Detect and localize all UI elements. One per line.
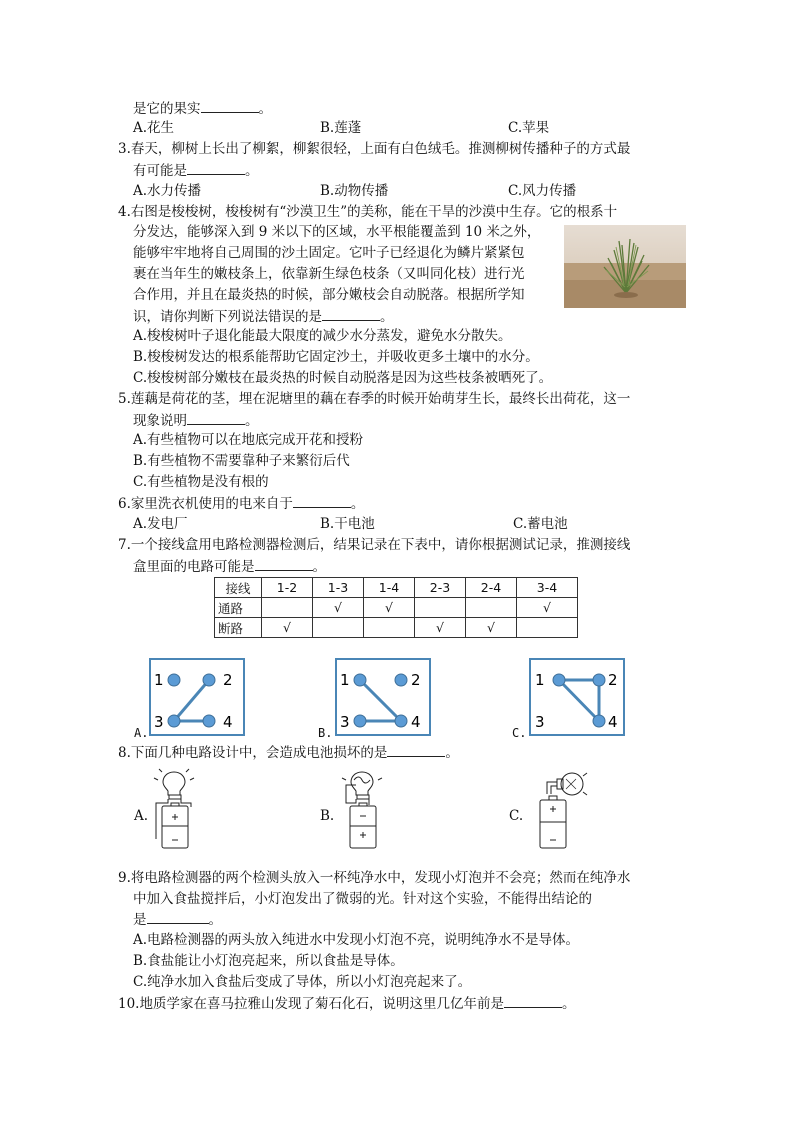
q7-diagram-c[interactable] xyxy=(529,658,625,736)
q4-option-b[interactable]: B.梭梭树发达的根系能帮助它固定沙土，并吸收更多土壤中的水分。 xyxy=(133,349,539,365)
q4-option-c[interactable]: C.梭梭树部分嫩枝在最炎热的时候自动脱落是因为这些枝条被晒死了。 xyxy=(133,370,553,386)
q2-stem: 是它的果实 。 xyxy=(133,98,272,119)
q4-line4: 裹在当年生的嫩枝条上，依靠新生绿色枝条（又叫同化枝）进行光 xyxy=(133,266,525,282)
node-1-label: 1 xyxy=(340,671,350,689)
q4-line5: 合作用，并且在最炎热的时候，部分嫩枝会自动脱落。根据所学知 xyxy=(133,287,525,303)
q9-option-a[interactable]: A.电路检测器的两头放入纯进水中发现小灯泡不亮，说明纯净水不是导体。 xyxy=(133,932,580,948)
q6-line1: 6.家里洗衣机使用的电来自于 。 xyxy=(118,493,364,514)
node-2-label: 2 xyxy=(411,671,421,689)
table-cell: 断路 xyxy=(215,618,262,638)
node-4-label: 4 xyxy=(608,713,618,731)
answer-blank[interactable] xyxy=(187,410,245,425)
q10-line1: 10.地质学家在喜马拉雅山发现了菊石化石，说明这里几亿年前是 。 xyxy=(118,993,575,1014)
table-cell xyxy=(415,598,466,618)
q7-line1: 7.一个接线盒用电路检测器检测后，结果记录在下表中，请你根据测试记录，推测接线 xyxy=(118,537,631,553)
table-cell xyxy=(517,618,578,638)
answer-blank[interactable] xyxy=(322,306,380,321)
q2-option-c[interactable]: C.苹果 xyxy=(508,120,550,136)
q8-circuit-c[interactable] xyxy=(530,768,590,850)
q7-diagram-a[interactable] xyxy=(149,658,245,736)
table-cell xyxy=(313,618,364,638)
node-1-label: 1 xyxy=(535,671,545,689)
table-cell xyxy=(262,598,313,618)
q6-option-b[interactable]: B.干电池 xyxy=(320,516,375,532)
q9-line3: 是 。 xyxy=(133,909,222,930)
q3-line2: 有可能是 。 xyxy=(133,160,259,181)
answer-blank[interactable] xyxy=(387,742,445,757)
table-cell: √ xyxy=(466,618,517,638)
q4-option-a[interactable]: A.梭梭树叶子退化能最大限度的减少水分蒸发，避免水分散失。 xyxy=(133,328,512,344)
answer-blank[interactable] xyxy=(187,160,245,175)
saxaul-tree-photo xyxy=(564,225,686,308)
q4-line3: 能够牢牢地将自己周围的沙土固定。它叶子已经退化为鳞片紧紧包 xyxy=(133,245,525,261)
q2-option-a[interactable]: A.花生 xyxy=(133,120,175,136)
q9-line2: 中加入食盐搅拌后，小灯泡发出了微弱的光。针对这个实验，不能得出结论的 xyxy=(133,891,592,907)
table-cell: √ xyxy=(262,618,313,638)
q7-option-a-label[interactable]: A. xyxy=(134,726,149,740)
q3-line1: 3.春天，柳树上长出了柳絮，柳絮很轻，上面有白色绒毛。推测柳树传播种子的方式最 xyxy=(118,141,631,157)
q5-option-c[interactable]: C.有些植物是没有根的 xyxy=(133,474,269,490)
table-cell: √ xyxy=(313,598,364,618)
table-cell: √ xyxy=(415,618,466,638)
table-cell: 接线 xyxy=(215,578,262,598)
table-cell: √ xyxy=(517,598,578,618)
q2-option-b[interactable]: B.莲蓬 xyxy=(320,120,362,136)
answer-blank[interactable] xyxy=(504,993,562,1008)
node-1-label: 1 xyxy=(154,671,164,689)
table-cell: 2-4 xyxy=(466,578,517,598)
answer-blank[interactable] xyxy=(255,556,313,571)
q7-option-b-label[interactable]: B. xyxy=(318,726,333,740)
q8-circuit-a[interactable] xyxy=(150,768,200,850)
q6-option-c[interactable]: C.蓄电池 xyxy=(513,516,568,532)
q5-line1: 5.莲藕是荷花的茎，埋在泥塘里的藕在春季的时候开始萌芽生长，最终长出荷花，这一 xyxy=(118,391,631,407)
q8-line1: 8.下面几种电路设计中，会造成电池损坏的是 。 xyxy=(118,742,459,763)
table-cell: 2-3 xyxy=(415,578,466,598)
q9-option-b[interactable]: B.食盐能让小灯泡亮起来，所以食盐是导体。 xyxy=(133,953,404,969)
table-cell: √ xyxy=(364,598,415,618)
q4-line6: 识，请你判断下列说法错误的是 。 xyxy=(133,306,394,327)
q5-option-b[interactable]: B.有些植物不需要靠种子来繁衍后代 xyxy=(133,453,350,469)
circuit-test-table xyxy=(214,577,578,638)
node-2-label: 2 xyxy=(223,671,233,689)
q8-circuit-b[interactable] xyxy=(338,768,388,850)
table-cell: 1-3 xyxy=(313,578,364,598)
node-3-label: 3 xyxy=(154,713,164,731)
node-3-label: 3 xyxy=(340,713,350,731)
q5-line2: 现象说明 。 xyxy=(133,410,259,431)
q6-option-a[interactable]: A.发电厂 xyxy=(133,516,188,532)
q8-option-c-label[interactable]: C. xyxy=(509,808,524,824)
q7-option-c-label[interactable]: C. xyxy=(512,726,527,740)
q3-option-c[interactable]: C.风力传播 xyxy=(508,183,577,199)
answer-blank[interactable] xyxy=(201,98,259,113)
table-cell: 通路 xyxy=(215,598,262,618)
q8-option-a-label[interactable]: A. xyxy=(134,808,149,824)
node-4-label: 4 xyxy=(223,713,233,731)
table-cell xyxy=(466,598,517,618)
table-row xyxy=(215,598,578,618)
q3-option-b[interactable]: B.动物传播 xyxy=(320,183,389,199)
node-4-label: 4 xyxy=(411,713,421,731)
table-cell: 1-2 xyxy=(262,578,313,598)
q4-line2: 分发达，能够深入到 9 米以下的区域，水平根能覆盖到 10 米之外， xyxy=(133,224,541,240)
answer-blank[interactable] xyxy=(147,909,209,924)
table-row xyxy=(215,618,578,638)
table-cell: 1-4 xyxy=(364,578,415,598)
q9-option-c[interactable]: C.纯净水加入食盐后变成了导体，所以小灯泡亮起来了。 xyxy=(133,974,472,990)
node-2-label: 2 xyxy=(608,671,618,689)
table-header-row xyxy=(215,578,578,598)
answer-blank[interactable] xyxy=(293,493,351,508)
table-cell: 3-4 xyxy=(517,578,578,598)
q8-option-b-label[interactable]: B. xyxy=(320,808,335,824)
q4-line1: 4.右图是梭梭树，梭梭树有“沙漠卫生”的美称，能在干旱的沙漠中生存。它的根系十 xyxy=(118,204,618,220)
q7-diagram-b[interactable] xyxy=(335,658,431,736)
q5-option-a[interactable]: A.有些植物可以在地底完成开花和授粉 xyxy=(133,432,364,448)
q7-line2: 盒里面的电路可能是 。 xyxy=(133,556,326,577)
q9-line1: 9.将电路检测器的两个检测头放入一杯纯净水中，发现小灯泡并不会亮；然而在纯净水 xyxy=(118,870,631,886)
node-3-label: 3 xyxy=(535,713,545,731)
q3-option-a[interactable]: A.水力传播 xyxy=(133,183,202,199)
table-cell xyxy=(364,618,415,638)
